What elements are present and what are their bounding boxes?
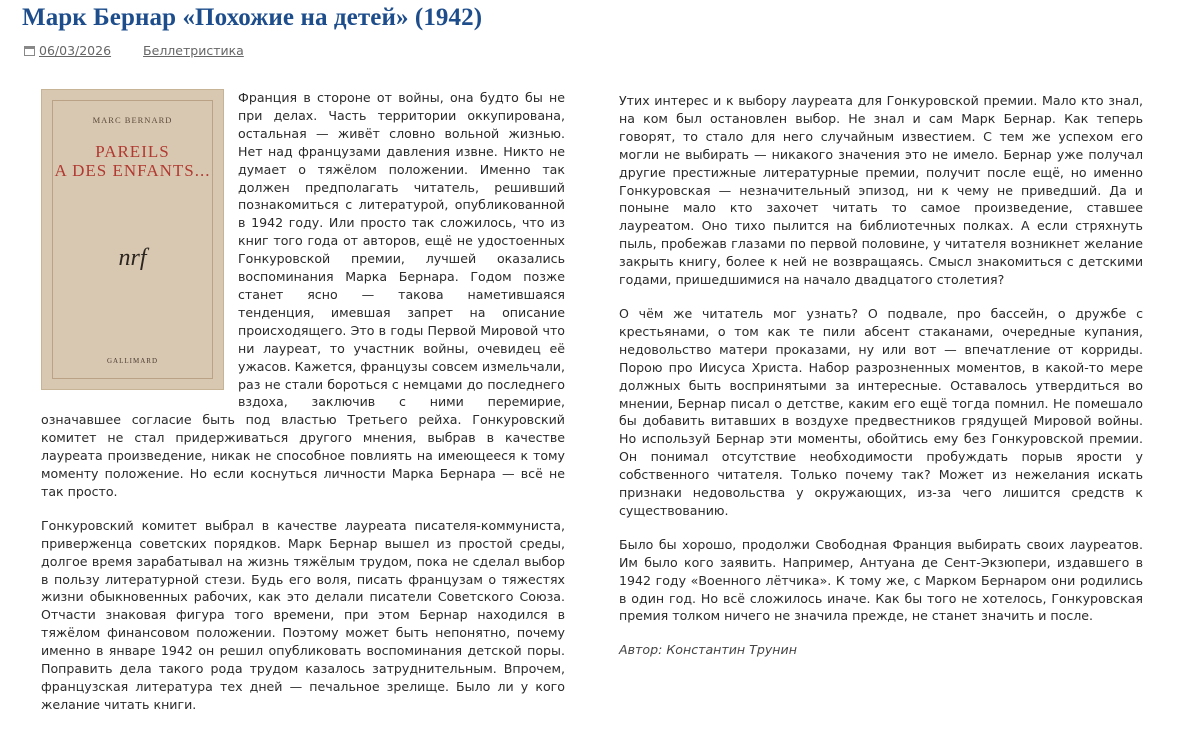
paragraph-left-1: Франция в стороне от войны, она будто бы не при делах. Часть территории оккупирована, остальная — живёт словно вольной жизнью. Нет над французами давления извне. Никто не думает о тяжёлом положении. Именно так должен предполагать читатель, решивший познакомиться с литературой, опубликованной в 1942 году. Или просто так сложилось, что из книг того года от авторов, ещё не удостоенных Гонкуровской премии, лучшей оказались воспоминания Марка Бернара. Годом позже станет ясно — такова наметившаяся тенденция, имевшая запрет на описание происходящего. Это в годы Первой Мировой что ни лауреат, то участник войны, очевидец её ужасов. Кажется, французы совсем измельчали, раз не стали бороться с немцами до последнего вздоха, заключив с ними перемирие, означавшее согласие быть под властью Третьего рейха. Гонкуровский комитет не стал придерживаться другого мнения, выбрав в качестве лауреата произведение, никак не способное повлиять на имеющееся к тому моменту положение. Но если коснуться личности Марка Бернара — всё не так просто. [41, 90, 565, 499]
paragraph-right-3: Было бы хорошо, продолжи Свободная Франция выбирать своих лауреатов. Им было кого заявить. Например, Антуана де Сент-Экзюпери, издавшего в 1942 году «Военного лётчика». К тому же, с Марком Бернаром они родились в один год. Но всё сложилось иначе. Как бы того не хотелось, Гонкуровская премия толком ничего не значила прежде, не станет значить и после. [619, 536, 1143, 624]
cover-publisher: GALLIMARD [107, 357, 158, 366]
author-byline: Автор: Константин Трунин [619, 642, 797, 658]
paragraph-right-1: Утих интерес и к выбору лауреата для Гонкуровской премии. Мало кто знал, на ком был остановлен выбор. Не знал и сам Марк Бернар. Как теперь говорят, то стало для него случайным известием. С тем же успехом его могли не выбирать — никакого значения это не имело. Бернар уже получал другие престижные литературные премии, получит после ещё, но именно Гонкуровская — незначительный эпизод, ни к чему не приведший. Да и поныне мало кто захочет читать то самое произведение, ставшее лауреатом. Оно тихо пылится на библиотечных полках. А если стряхнуть пыль, пробежав глазами по первой половине, у читателя возникнет желание закрыть книгу, более к ней не возвращаясь. Смысл знакомиться с детскими годами, пришедшимися на начало двадцатого столетия? [619, 93, 1143, 288]
article-column-left [41, 89, 565, 730]
page-title[interactable]: Марк Бернар «Похожие на детей» (1942) [22, 4, 483, 31]
cover-title-line-2: A DES ENFANTS... [54, 161, 211, 180]
calendar-icon [24, 46, 35, 56]
paragraph-right-2: О чём же читатель мог узнать? О подвале, про бассейн, о дружбе с крестьянами, о том как те пили абсент стаканами, очередные купания, недовольство матери проказами, ну или вот — впечатление от корриды. Порою про Иисуса Христа. Набор разрозненных моментов, в какой-то мере должных быть воспринятыми за интересные. Оставалось утвердиться во мнении, Бернар писал о детстве, каким его ещё тогда помнил. Не помешало бы добавить витавших в воздухе предвестников грядущей Мировой войны. Но используй Бернар эти моменты, обойтись ему без Гонкуровской премии. Он понимал отсутствие необходимости пробуждать порыв ярости у собственного читателя. Только почему так? Может из нежелания искать признаки недовольства у окружающих, из-за чего лишится средств к существованию. [619, 305, 1143, 518]
article-column-right [619, 92, 1143, 675]
cover-title [42, 142, 223, 180]
post-meta [24, 43, 244, 58]
paragraph-left-2: Гонкуровский комитет выбрал в качестве лауреата писателя-коммуниста, приверженца советских порядков. Марк Бернар вышел из простой среды, долгое время зарабатывал на жизнь тяжёлым трудом, пока не сделал выбор в пользу литературной стези. Будь его воля, писать французам о тяжестях жизни обыкновенных рабочих, как это делали писатели Советского Союза. Отчасти знаковая фигура того времени, при этом Бернар находился в тяжёлом финансовом положении. Поэтому может быть непонятно, почему именно в январе 1942 он решил опубликовать воспоминания детской поры. Поправить дела такого рода трудом казалось затруднительным. Впрочем, французская литература тех дней — печальное зрелище. Было ли у кого желание читать книги. [41, 517, 565, 712]
post-date-link[interactable]: 06/03/2026 [39, 43, 112, 58]
cover-title-line-1: PAREILS [95, 142, 170, 161]
cover-author: MARC BERNARD [92, 115, 173, 125]
book-cover-image [41, 89, 224, 390]
category-link[interactable]: Беллетристика [143, 43, 244, 58]
cover-nrf-logo: nrf [118, 245, 147, 271]
